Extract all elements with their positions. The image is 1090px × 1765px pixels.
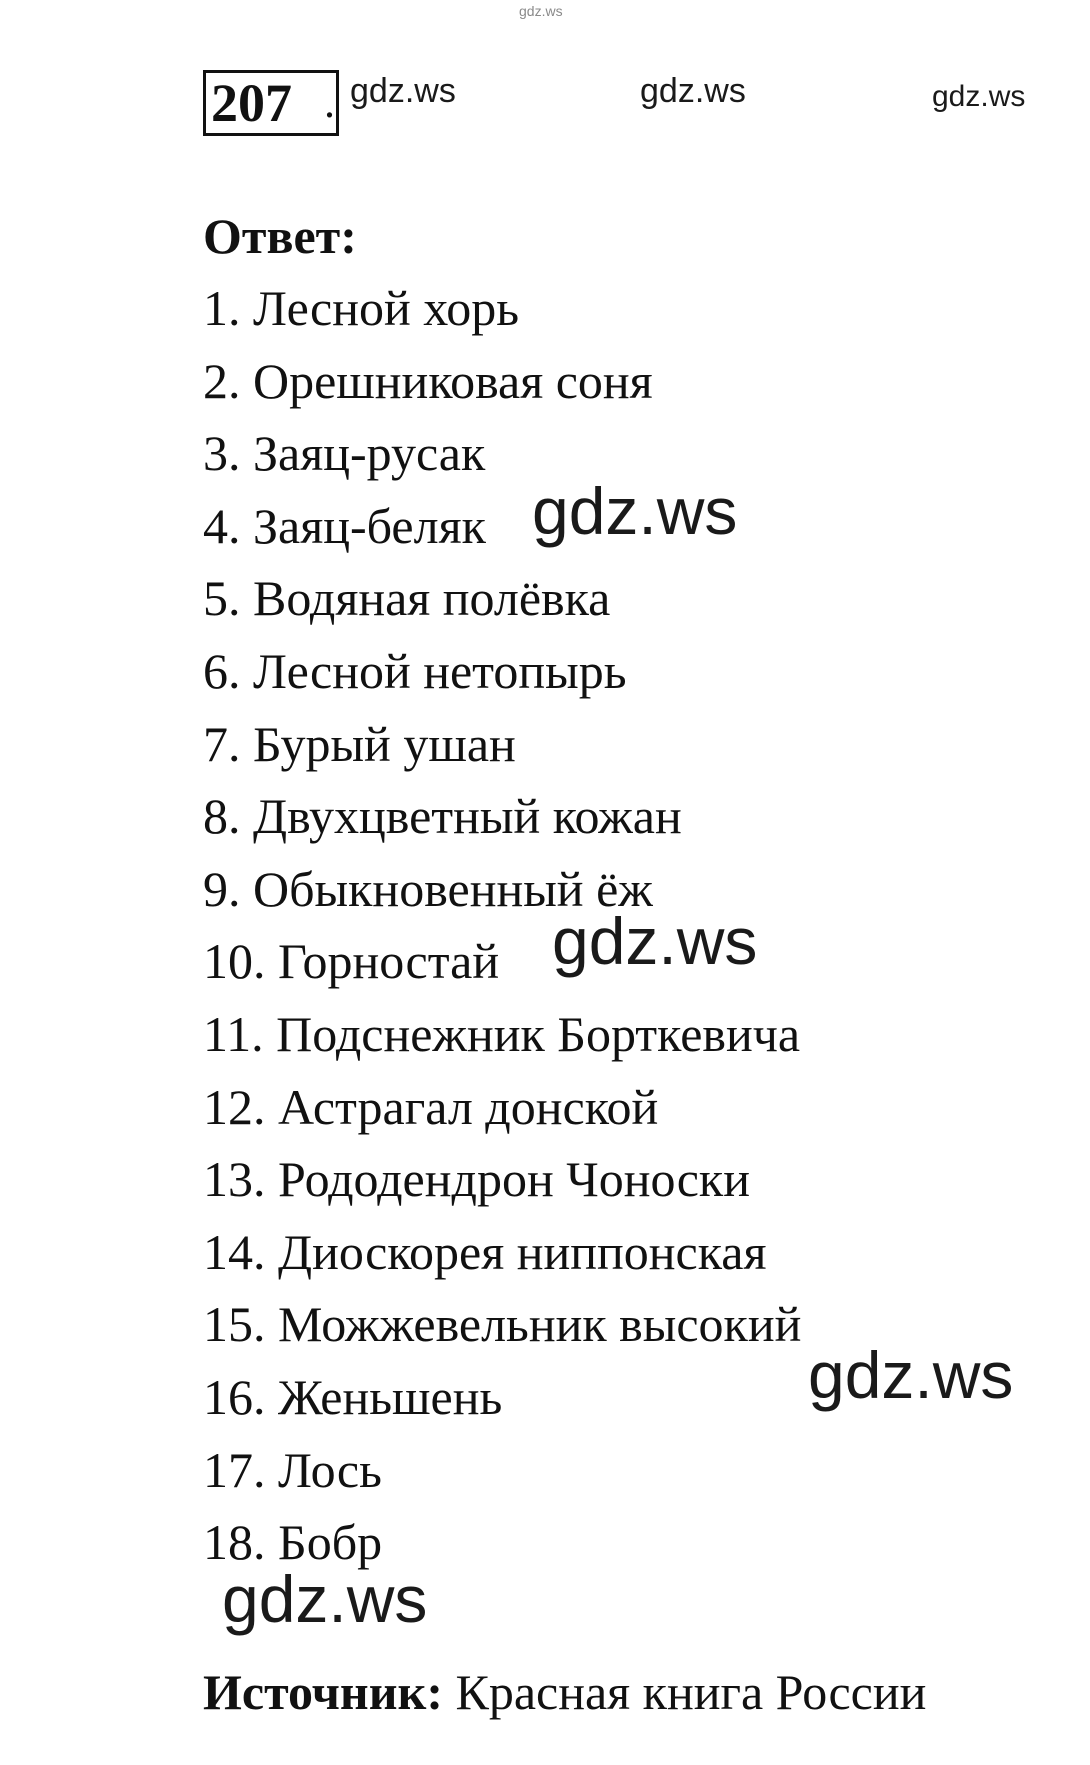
answer-item: 6. Лесной нетопырь	[203, 642, 627, 699]
answer-item: 17. Лось	[203, 1441, 382, 1498]
answer-item: 11. Подснежник Борткевича	[203, 1005, 801, 1062]
answer-item: 14. Диоскорея ниппонская	[203, 1223, 767, 1280]
answer-item: 4. Заяц-беляк	[203, 497, 486, 554]
watermark-header-2: gdz.ws	[640, 72, 746, 110]
answer-item: 9. Обыкновенный ёж	[203, 860, 653, 917]
source-line	[203, 1662, 926, 1722]
answer-item: 12. Астрагал донской	[203, 1078, 659, 1135]
watermark-top: gdz.ws	[519, 3, 563, 19]
task-number-dot: .	[324, 78, 335, 127]
answer-item: 13. Рододендрон Чоноски	[203, 1151, 750, 1208]
watermark-mid-1: gdz.ws	[532, 474, 738, 548]
watermark-bottom: gdz.ws	[222, 1562, 428, 1636]
answer-item: 8. Двухцветный кожан	[203, 788, 682, 845]
answer-heading: Ответ:	[203, 208, 357, 264]
watermark-header-1: gdz.ws	[350, 72, 456, 110]
answer-item: 18. Бобр	[203, 1514, 383, 1571]
answer-item: 7. Бурый ушан	[203, 715, 516, 772]
answer-item: 5. Водяная полёвка	[203, 570, 611, 627]
watermark-mid-3: gdz.ws	[808, 1338, 1014, 1412]
answer-item: 2. Орешниковая соня	[203, 352, 653, 409]
watermark-mid-2: gdz.ws	[552, 904, 758, 978]
answer-item: 3. Заяц-русак	[203, 425, 486, 482]
source-label: Источник:	[203, 1664, 443, 1720]
task-number: 207	[211, 73, 292, 133]
answer-item: 1. Лесной хорь	[203, 280, 520, 336]
watermark-header-3: gdz.ws	[932, 80, 1026, 113]
answer-item: 16. Женьшень	[203, 1368, 503, 1425]
answer-item: 10. Горностай	[203, 933, 500, 990]
answer-item: 15. Можжевельник высокий	[203, 1296, 802, 1353]
source-value: Красная книга России	[455, 1664, 927, 1720]
